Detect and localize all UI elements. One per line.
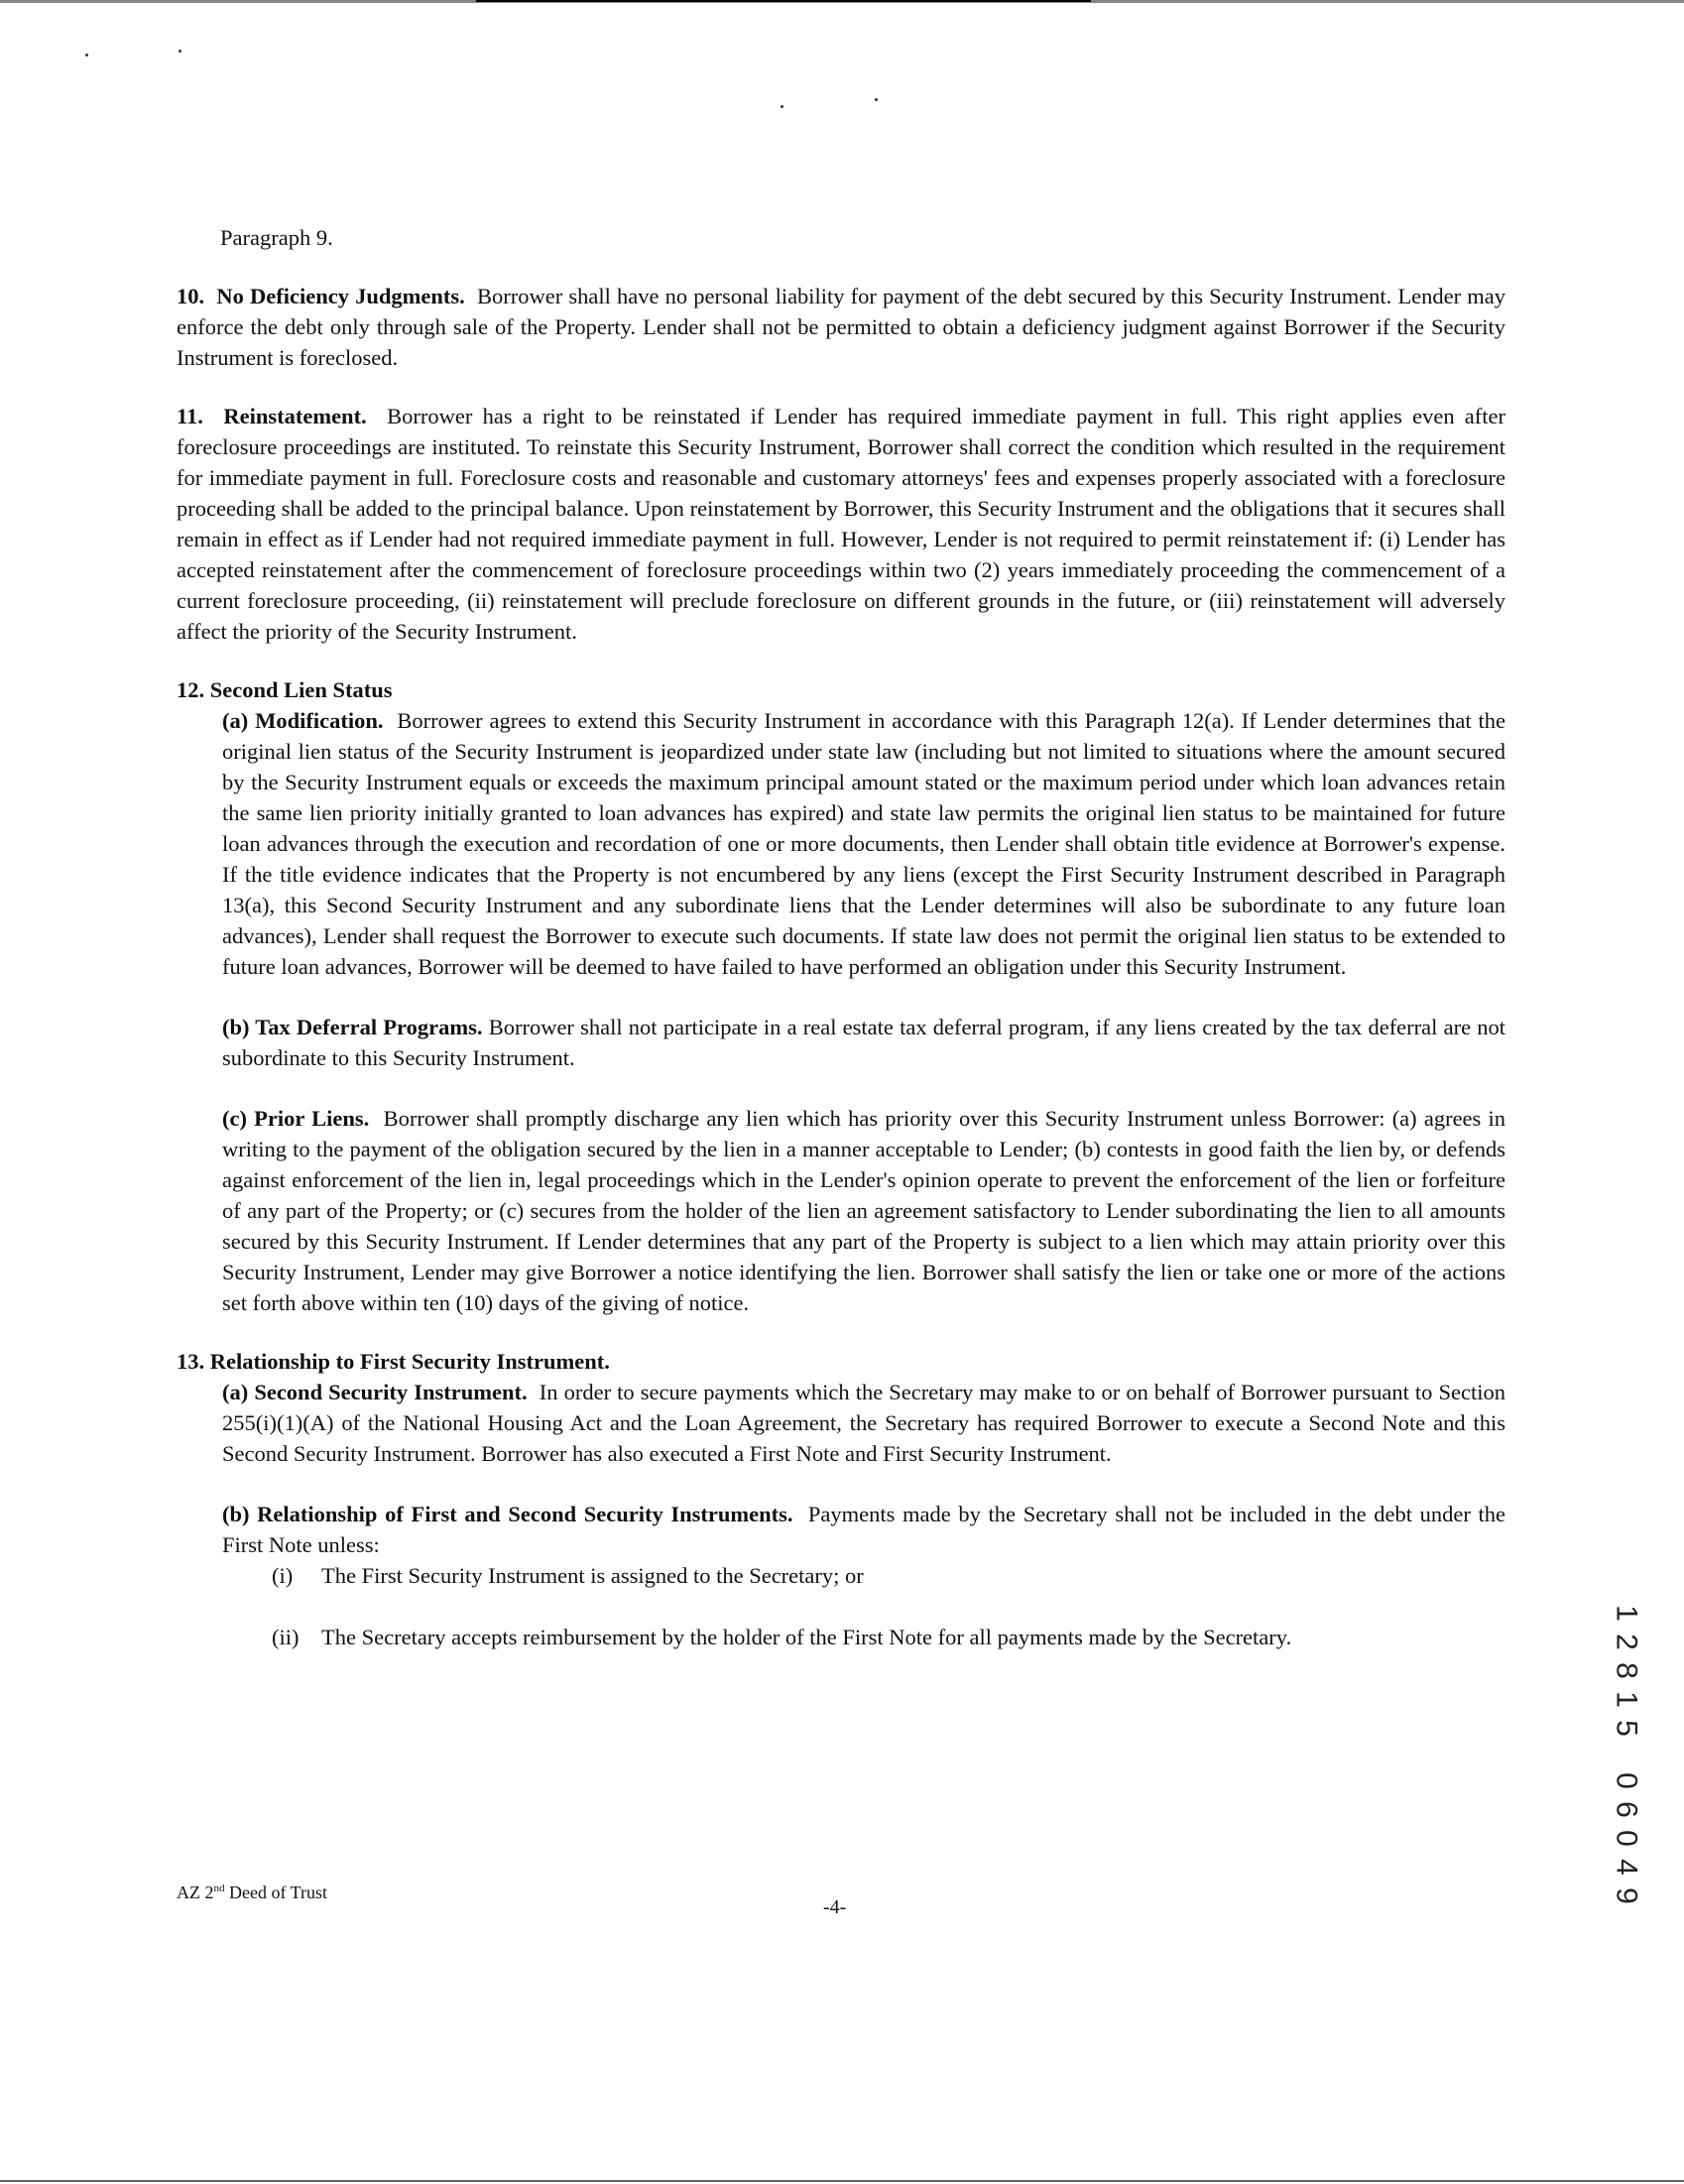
section-12a-text: Borrower agrees to extend this Security Instrument in accordance with this Paragraph 12(a). If Lender determines that the original lien status of the Security Instrument is jeopardized under state law (including but not limited to situations where the amount secured by the Security Instrument equals or exceeds the maximum principal amount stated or the maximum period under which loan advances retain the same lien priority initially granted to loan advances has expired) and state law permits the original lien status to be maintained for future loan advances through the execution and recordation of one or more documents, then Lender shall obtain title evidence at Borrower's expense. If the title evidence indicates that the Property is not encumbered by any liens (except the First Security Instrument described in Paragraph 13(a), this Second Security Instrument and any subordinate liens that the Lender determines will also be subordinate to any future loan advances), Lender shall request the Borrower to execute such documents. If state law does not permit the original lien status to be extended to future loan advances, Borrower will be deemed to have failed to have performed an obligation under this Security Instrument. xyxy=(222,708,1506,979)
list-item-number: (ii) xyxy=(272,1625,300,1649)
section-13 xyxy=(177,1346,1505,1652)
list-item xyxy=(177,1560,1505,1591)
section-12a-title: (a) Modification. xyxy=(222,708,384,733)
section-12 xyxy=(177,674,1505,1318)
section-13b xyxy=(177,1499,1505,1560)
stamp-digit: 0 xyxy=(1610,1772,1643,1789)
scan-edge-top-dark xyxy=(476,0,1091,2)
section-12c xyxy=(177,1103,1505,1318)
list-item-number: (i) xyxy=(272,1563,294,1588)
section-13b-text: Payments made by the Secretary shall not be included in the debt under the First Note unless: xyxy=(222,1502,1506,1557)
scan-speck xyxy=(781,105,783,108)
section-13-heading: 13. Relationship to First Security Instrument. xyxy=(177,1349,610,1374)
section-10 xyxy=(177,281,1505,373)
section-10-text: Borrower shall have no personal liability for payment of the debt secured by this Security Instrument. Lender may enforce the debt only through sale of the Property. Lender shall not be permitted to obtain a deficiency judgment against Borrower if the Security Instrument is foreclosed. xyxy=(177,284,1506,370)
section-13b-title: (b) Relationship of First and Second Security Instruments. xyxy=(222,1502,793,1526)
scan-speck xyxy=(85,54,88,57)
stamp-digit: 0 xyxy=(1610,1830,1643,1847)
section-12b-text: Borrower shall not participate in a real estate tax deferral program, if any liens created by the tax deferral are not subordinate to this Security Instrument. xyxy=(222,1015,1506,1070)
section-11 xyxy=(177,401,1505,647)
recording-number-stamp xyxy=(1605,1599,1648,1910)
section-11-text: Borrower has a right to be reinstated if Lender has required immediate payment in full. This right applies even after foreclosure proceedings are instituted. To reinstate this Security Instrument, Borrower shall correct the condition which resulted in the requirement for immediate payment in full. Foreclosure costs and reasonable and customary attorneys' fees and expenses properly associated with a foreclosure proceeding shall be added to the principal balance. Upon reinstatement by Borrower, this Security Instrument and the obligations that it secures shall remain in effect as if Lender had not required immediate payment in full. However, Lender is not required to permit reinstatement if: (i) Lender has accepted reinstatement after the commencement of foreclosure proceedings within two (2) years immediately proceeding the commencement of a current foreclosure proceeding, (ii) reinstatement will preclude foreclosure on different grounds in the future, or (iii) reinstatement will adversely affect the priority of the Security Instrument. xyxy=(177,404,1506,644)
stamp-digit: 5 xyxy=(1610,1720,1643,1737)
scan-edge-bottom xyxy=(0,2180,1684,2182)
section-13a-title: (a) Second Security Instrument. xyxy=(222,1380,528,1404)
list-item xyxy=(177,1622,1505,1652)
page-number: -4- xyxy=(823,1896,847,1918)
stamp-digit: 2 xyxy=(1610,1634,1643,1650)
section-10-title: 10. No Deficiency Judgments. xyxy=(177,284,465,308)
list-item-text: The Secretary accepts reimbursement by the holder of the First Note for all payments made by the Secretary. xyxy=(321,1625,1292,1649)
stamp-digit: 9 xyxy=(1610,1887,1643,1904)
scan-speck xyxy=(875,98,878,101)
list-item-text: The First Security Instrument is assigned to the Secretary; or xyxy=(321,1563,864,1588)
section-12b xyxy=(177,1012,1505,1073)
section-12c-title: (c) Prior Liens. xyxy=(222,1106,370,1131)
scan-speck xyxy=(179,50,181,53)
section-13a-text: In order to secure payments which the Secretary may make to or on behalf of Borrower pursuant to Section 255(i)(1)(A) of the National Housing Act and the Loan Agreement, the Secretary has required Borrower to execute a Second Note and this Second Security Instrument. Borrower has also executed a First Note and First Security Instrument. xyxy=(222,1380,1506,1466)
section-11-title: 11. Reinstatement. xyxy=(177,404,367,428)
section-12c-text: Borrower shall promptly discharge any lien which has priority over this Security Instrument unless Borrower: (a) agrees in writing to the payment of the obligation secured by the lien in a manner acceptable to Lender; (b) contests in good faith the lien by, or defends against enforcement of the lien in, legal proceedings which in the Lender's opinion operate to prevent the enforcement of the lien or forfeiture of any part of the Property; or (c) secures from the holder of the lien an agreement satisfactory to Lender subordinating the lien to all amounts secured by this Security Instrument. If Lender determines that any part of the Property is subject to a lien which may attain priority over this Security Instrument, Lender may give Borrower a notice identifying the lien. Borrower shall satisfy the lien or take one or more of the actions set forth above within ten (10) days of the giving of notice. xyxy=(222,1106,1505,1315)
stamp-digit: 1 xyxy=(1610,1605,1643,1622)
section-12a xyxy=(177,705,1505,982)
section-13a xyxy=(177,1377,1505,1469)
document-body xyxy=(177,222,1505,1652)
stamp-digit: 8 xyxy=(1610,1662,1643,1679)
stamp-digit: 1 xyxy=(1610,1691,1643,1708)
section-12b-title: (b) Tax Deferral Programs. xyxy=(222,1015,483,1039)
section-12-heading: 12. Second Lien Status xyxy=(177,677,393,702)
form-id-footer: AZ 2nd Deed of Trust xyxy=(177,1882,328,1902)
stamp-digit: 4 xyxy=(1610,1859,1643,1876)
stamp-digit: 6 xyxy=(1610,1801,1643,1818)
intro-line: Paragraph 9. xyxy=(220,225,333,250)
